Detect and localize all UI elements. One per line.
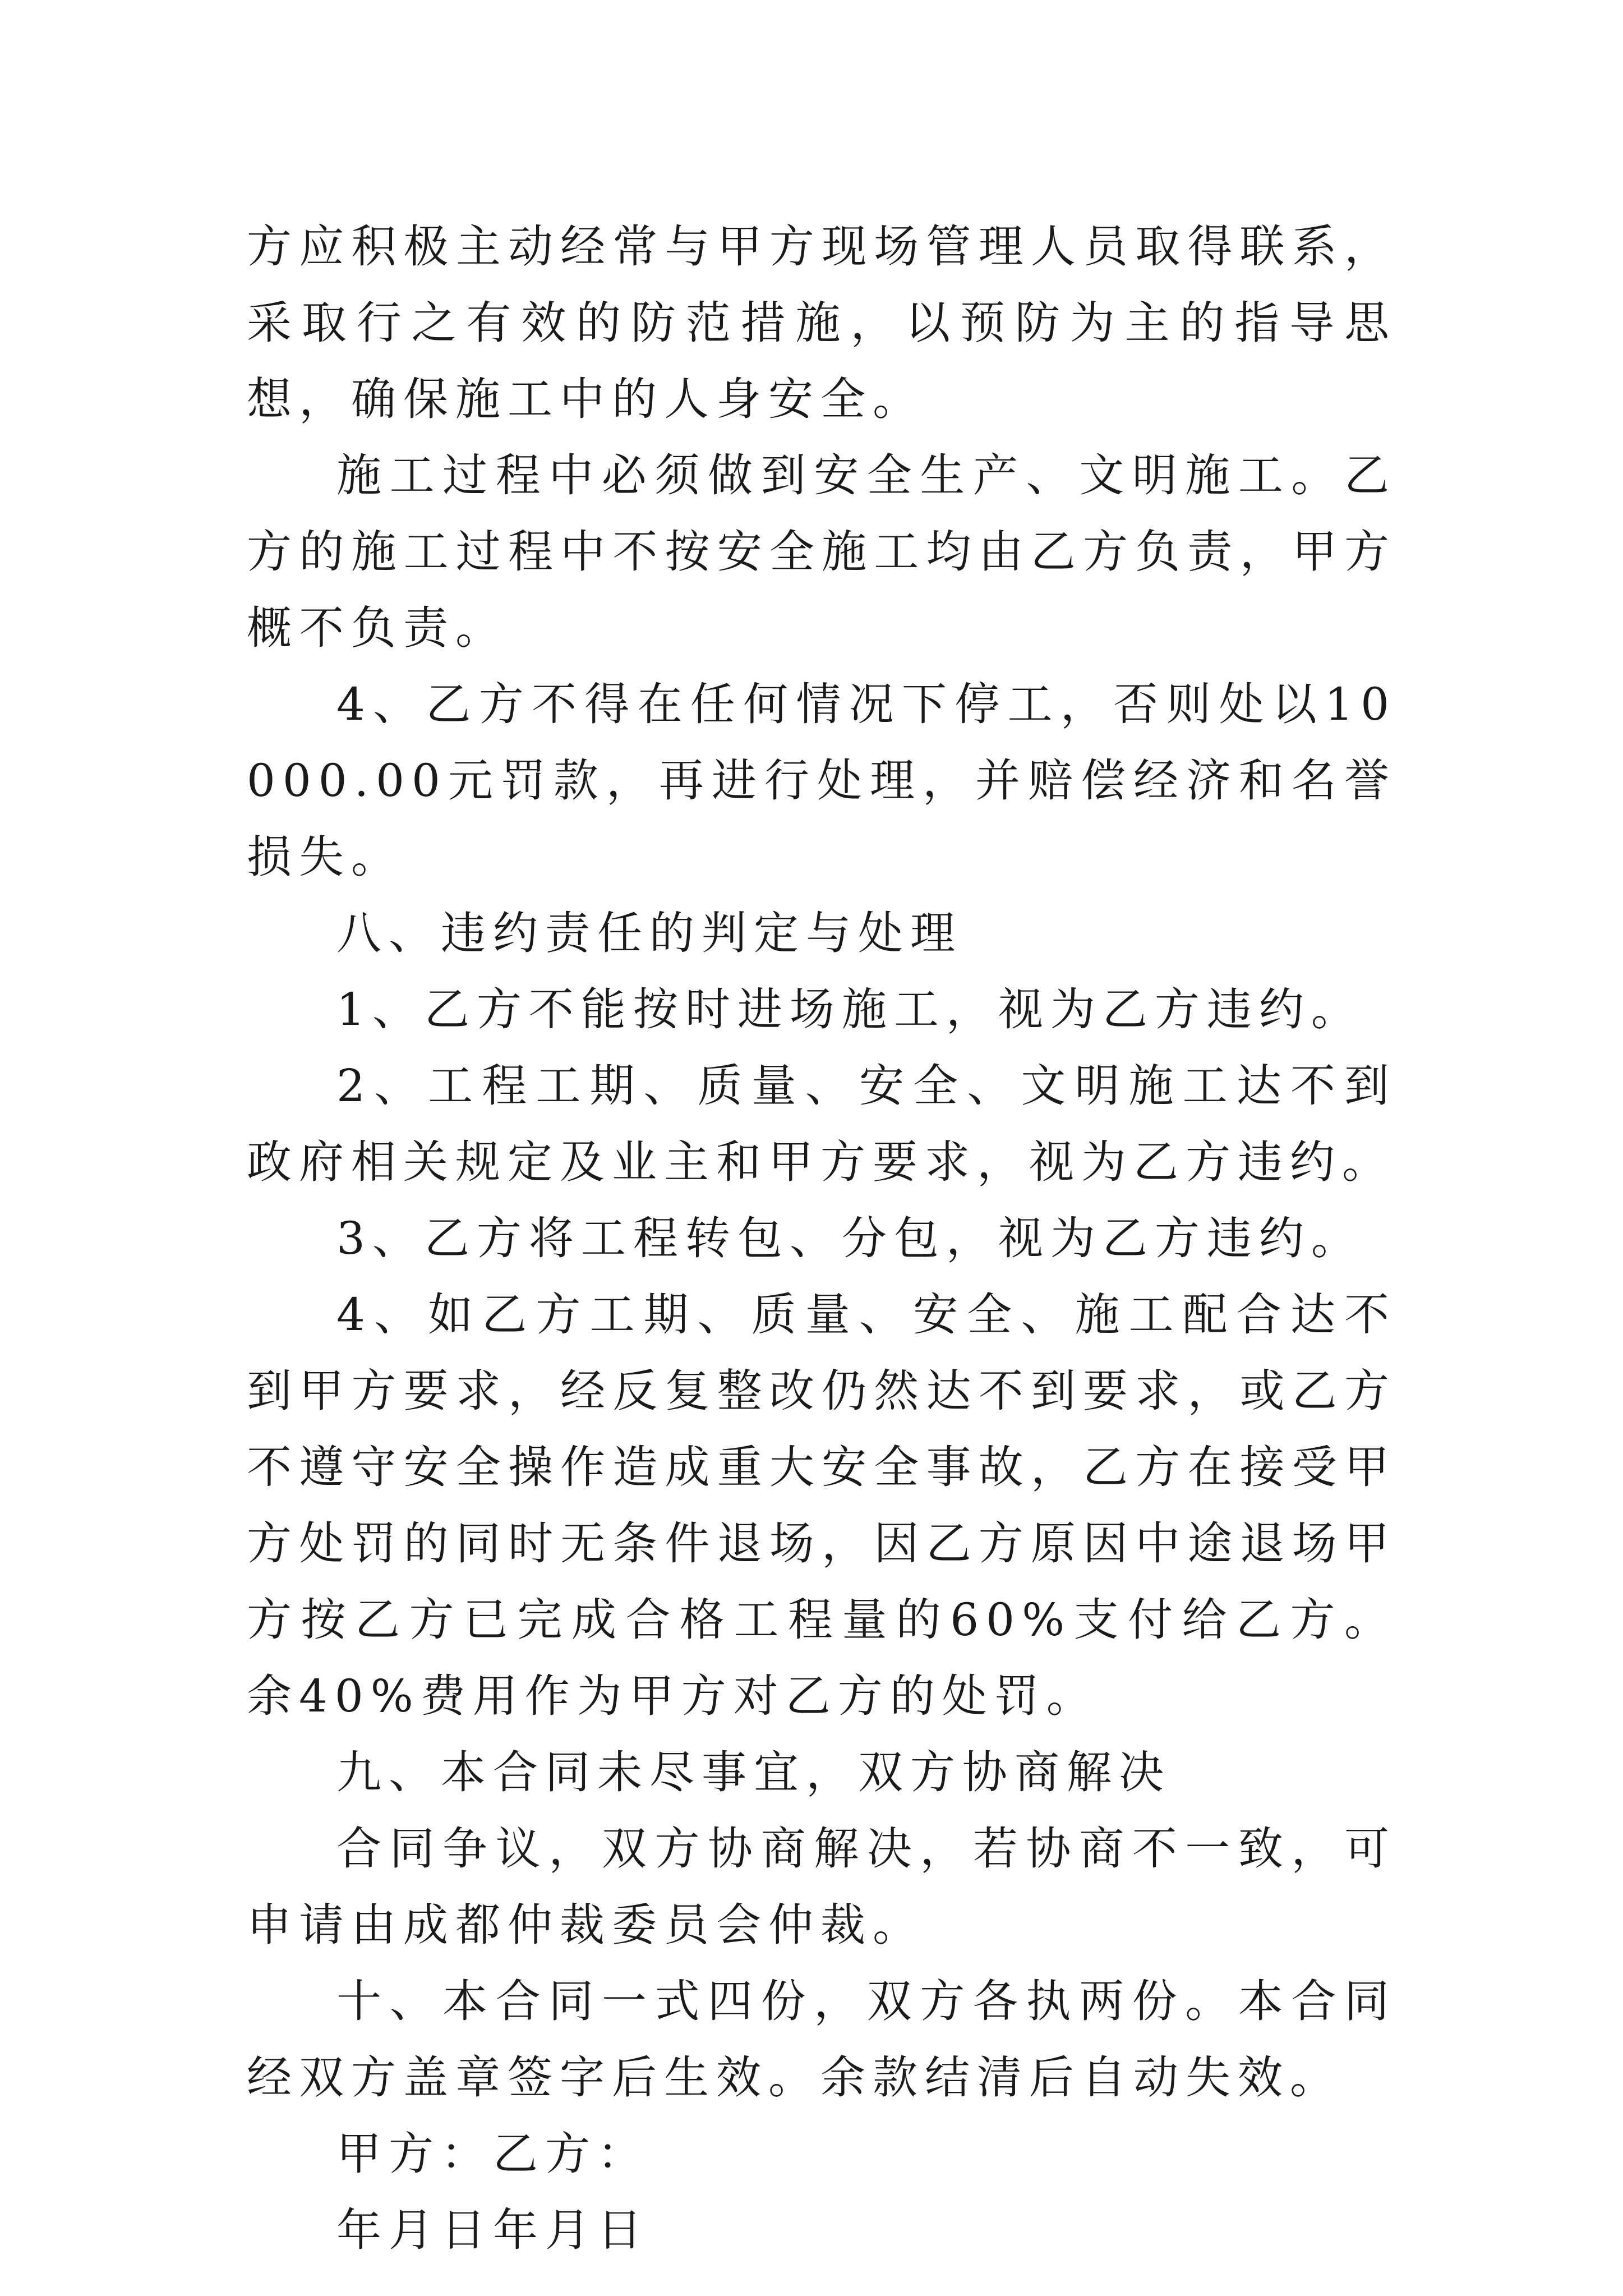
paragraph-breach-4: 4、如乙方工期、质量、安全、施工配合达不到甲方要求，经反复整改仍然达不到要求，或乙方不遵守安全操作造成重大安全事故，乙方在接受甲方处罚的同时无条件退场，因乙方原因中途退场甲方按乙方已完成合格工程量的60%支付给乙方。余40%费用作为甲方对乙方的处罚。: [247, 1289, 1396, 1722]
section-heading-unresolved: 九、本合同未尽事宜，双方协商解决: [336, 1746, 1171, 1798]
section-heading-copies: 十、本合同一式四份，双方各执两份。本合同经双方盖章签字后生效。余款结清后自动失效。: [247, 1975, 1396, 2104]
paragraph-no-stoppage: 4、乙方不得在任何情况下停工，否则处以10000.00元罚款，再进行处理，并赔偿经济和名誉损失。: [247, 678, 1396, 883]
paragraph-safe-production: 施工过程中必须做到安全生产、文明施工。乙方的施工过程中不按安全施工均由乙方负责，甲方概不负责。: [247, 449, 1396, 654]
paragraph-breach-3: 3、乙方将工程转包、分包，视为乙方违约。: [336, 1212, 1363, 1264]
section-heading-breach: 八、违约责任的判定与处理: [336, 907, 962, 959]
signature-dates: 年月日年月日: [336, 2204, 649, 2256]
document-body: [247, 209, 1396, 2269]
paragraph-breach-1: 1、乙方不能按时进场施工，视为乙方违约。: [336, 983, 1363, 1036]
signature-parties: 甲方：乙方：: [336, 2128, 649, 2180]
paragraph-breach-2: 2、工程工期、质量、安全、文明施工达不到政府相关规定及业主和甲方要求，视为乙方违约。: [247, 1060, 1396, 1188]
paragraph-safety-contact: 方应积极主动经常与甲方现场管理人员取得联系，采取行之有效的防范措施，以预防为主的指导思想，确保施工中的人身安全。: [247, 220, 1396, 425]
paragraph-arbitration: 合同争议，双方协商解决，若协商不一致，可申请由成都仲裁委员会仲裁。: [247, 1823, 1396, 1951]
